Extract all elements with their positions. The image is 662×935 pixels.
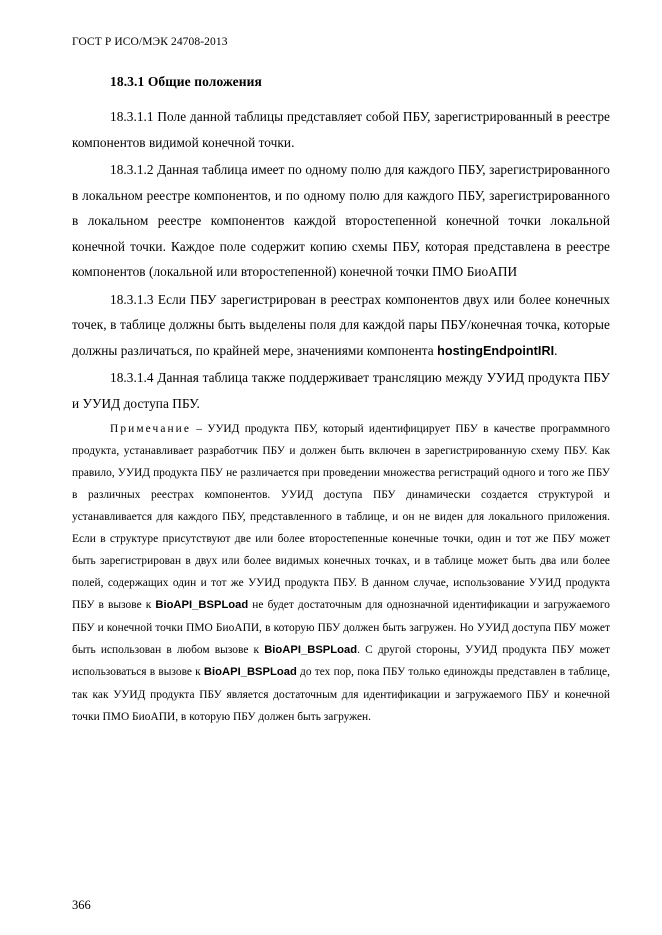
note-segment-6: до тех пор, пока ПБУ только единожды представлен в таблице, так как УУИД продукта ПБУ является достаточным для идентификации и загружаемого ПБУ и конечной точки ПМО БиоАПИ, в которую ПБУ должен быть загружен. [72, 666, 610, 724]
note-paragraph [72, 418, 610, 728]
bioapi-bspload-term-1: BioAPI_BSPLoad [155, 599, 249, 612]
note-label: Примечание [110, 423, 192, 436]
page-header-standard-ref: ГОСТ Р ИСО/МЭК 24708-2013 [72, 36, 228, 48]
hosting-endpoint-iri-term: hostingEndpointIRI [437, 343, 555, 358]
paragraph-18-3-1-1: 18.3.1.1 Поле данной таблицы представляет собой ПБУ, зарегистрированный в реестре компонентов видимой конечной точки. [72, 109, 610, 150]
paragraph-18-3-1-4: 18.3.1.4 Данная таблица также поддерживает трансляцию между УУИД продукта ПБУ и УУИД доступа ПБУ. [72, 370, 610, 411]
note-segment-4: . С другой стороны, УУИД продукта ПБУ может использоваться в вызове к [72, 643, 610, 679]
paragraph-18-3-1-3-text-after: . [554, 342, 558, 358]
paragraph-18-3-1-2: 18.3.1.2 Данная таблица имеет по одному полю для каждого ПБУ, зарегистрированного в локальном реестре компонентов, и по одному полю для каждого ПБУ, зарегистрированного в локальном реестре компонентов каждой второстепенной конечной точки локальной конечной точки. Каждое поле содержит копию схемы ПБУ, которая представлена в реестре компонентов (локальной или второстепенной) конечной точки ПМО БиоАПИ [72, 162, 610, 280]
bioapi-bspload-term-3: BioAPI_BSPLoad [203, 666, 297, 679]
bioapi-bspload-term-2: BioAPI_BSPLoad [264, 643, 358, 656]
page-number: 366 [72, 898, 91, 912]
note-segment-0: – УУИД продукта ПБУ, который идентифицирует ПБУ в качестве программного продукта, устанавливает разработчик ПБУ и должен быть включен в зарегистрированную схему ПБУ. Как правило, УУИД продукта ПБУ не различается при проведении множества регистраций одного и того же ПБУ в различных реестрах компонентов. УУИД доступа ПБУ динамически создается структурой и устанавливается для каждого ПБУ, представленного в таблице, и он не виден для локального приложения. Если в структуре присутствуют две или более второстепенные конечные точки, один и тот же ПБУ может быть зарегистрирован в двух или более видимых конечных точках, и в таблице может быть два или более полей, содержащих один и тот же УУИД продукта ПБУ. В данном случае, использование УУИД продукта ПБУ в вызове к [72, 423, 610, 612]
note-segment-2: не будет достаточным для однозначной идентификации и загружаемого ПБУ и конечной точки ПМО БиоАПИ, в которую ПБУ должен быть загружен. Но УУИД доступа ПБУ может быть использован в любом вызове к [72, 599, 611, 656]
paragraph-18-3-1-3 [72, 287, 610, 364]
paragraph-18-3-1-3-text-before: 18.3.1.3 Если ПБУ зарегистрирован в реестрах компонентов двух или более конечных точек, в таблице должны быть выделены поля для каждой пары ПБУ/конечная точка, которые должны различаться, по крайней мере, значениями компонента [72, 291, 610, 358]
section-heading: 18.3.1 Общие положения [110, 74, 262, 89]
